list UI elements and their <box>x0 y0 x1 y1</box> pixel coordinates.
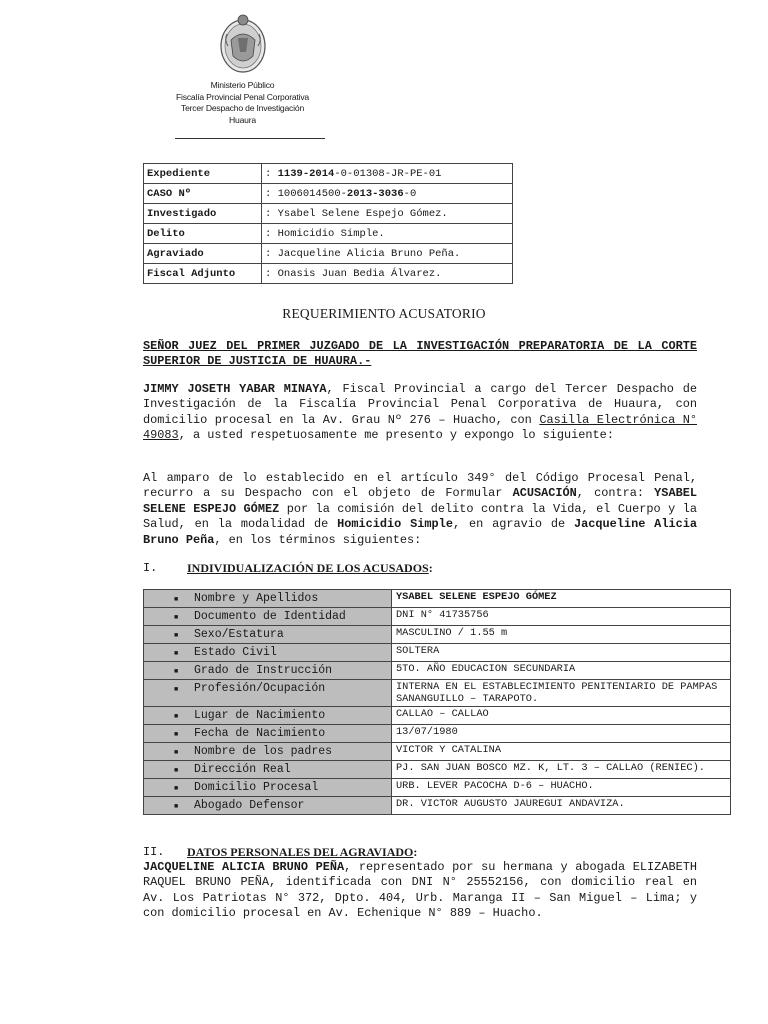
accused-field-value: INTERNA EN EL ESTABLECIMIENTO PENITENIARIO DE PAMPAS SANANGUILLO – TARAPOTO. <box>392 680 731 707</box>
accused-field-label-text: Domicilio Procesal <box>194 781 319 794</box>
accused-field-label-text: Documento de Identidad <box>194 610 346 623</box>
accused-field-label-text: Profesión/Ocupación <box>194 682 326 695</box>
para-bold: ACUSACIÓN <box>512 486 577 501</box>
accused-field-label <box>144 761 392 779</box>
accused-details-table <box>143 589 731 815</box>
accused-field-value: VICTOR Y CATALINA <box>392 743 731 761</box>
accused-row <box>144 761 731 779</box>
victim-name: Jacqueline Alicia Bruno Peña <box>143 517 697 547</box>
accused-row <box>144 590 731 608</box>
case-value-part: Homicidio Simple. <box>277 227 385 240</box>
case-key: Fiscal Adjunto <box>144 264 262 284</box>
accused-field-label <box>144 743 392 761</box>
accused-field-label <box>144 680 392 707</box>
accused-field-value: DR. VICTOR AUGUSTO JAUREGUI ANDAVIZA. <box>392 797 731 815</box>
para-text: , en los términos siguientes: <box>214 532 422 547</box>
header-line: Tercer Despacho de Investigación <box>180 103 305 113</box>
case-row <box>144 224 513 244</box>
accused-field-value: 5TO. AÑO EDUCACION SECUNDARIA <box>392 662 731 680</box>
accused-field-label <box>144 590 392 608</box>
case-value <box>262 244 513 264</box>
case-info-table <box>143 163 513 284</box>
section-number: II. <box>143 845 165 859</box>
accused-field-label-text: Nombre y Apellidos <box>194 592 319 605</box>
bullet-icon: ■ <box>174 767 179 775</box>
accused-row <box>144 707 731 725</box>
accused-field-label-text: Sexo/Estatura <box>194 628 284 641</box>
prosecutor-name: JIMMY JOSETH YABAR MINAYA <box>143 382 327 396</box>
accused-field-value: 13/07/1980 <box>392 725 731 743</box>
case-sep: : <box>265 187 278 200</box>
section-title <box>187 561 433 576</box>
accused-field-label <box>144 725 392 743</box>
accused-field-label-text: Nombre de los padres <box>194 745 333 758</box>
intro-text-end: , a usted respetuosamente me presento y expongo lo siguiente: <box>178 428 614 443</box>
addressee: SEÑOR JUEZ DEL PRIMER JUZGADO DE LA INVESTIGACIÓN PREPARATORIA DE LA CORTE SUPERIOR DE JUSTICIA DE HUAURA.- <box>143 339 697 369</box>
accused-name: YSABEL SELENE ESPEJO GÓMEZ <box>143 486 697 516</box>
header-line: Ministerio Público <box>210 80 275 90</box>
case-value <box>262 264 513 284</box>
accused-field-value: MASCULINO / 1.55 m <box>392 626 731 644</box>
bullet-icon: ■ <box>174 785 179 793</box>
accused-row <box>144 626 731 644</box>
accused-field-value: CALLAO – CALLAO <box>392 707 731 725</box>
bullet-icon: ■ <box>174 731 179 739</box>
para-text: , contra: <box>576 486 655 501</box>
case-row <box>144 184 513 204</box>
case-value-part: 1006014500- <box>277 187 347 200</box>
accusation-paragraph <box>143 471 697 548</box>
accused-field-label <box>144 797 392 815</box>
victim-name: JACQUELINE ALICIA BRUNO PEÑA <box>143 860 345 874</box>
header-divider <box>175 138 325 139</box>
accused-field-label-text: Grado de Instrucción <box>194 664 333 677</box>
victim-paragraph <box>143 860 697 922</box>
accused-field-value: URB. LEVER PACOCHA D-6 – HUACHO. <box>392 779 731 797</box>
bullet-icon: ■ <box>174 749 179 757</box>
accused-row <box>144 644 731 662</box>
crime-name: Homicidio Simple <box>337 517 453 532</box>
institution-header <box>170 80 315 126</box>
bullet-icon: ■ <box>174 713 179 721</box>
case-sep: : <box>265 167 278 180</box>
accused-field-value: SOLTERA <box>392 644 731 662</box>
accused-field-label <box>144 779 392 797</box>
para-text: Al amparo de lo establecido en el artículo 349° del Código Procesal Penal, recurro a su Despacho con el objeto de Formular <box>143 471 697 501</box>
case-value-part: 2013-3036 <box>346 187 404 200</box>
section-title-suffix: : <box>413 845 418 859</box>
case-value <box>262 164 513 184</box>
section-title-text: DATOS PERSONALES DEL AGRAVIADO <box>187 845 414 859</box>
header-line: Fiscalía Provincial Penal Corporativa <box>175 91 310 102</box>
intro-paragraph <box>143 382 697 444</box>
case-key: CASO Nº <box>144 184 262 204</box>
bullet-icon: ■ <box>174 596 179 604</box>
case-value-part: -0-01308-JR-PE-01 <box>334 167 442 180</box>
case-value <box>262 184 513 204</box>
case-row <box>144 244 513 264</box>
accused-row <box>144 725 731 743</box>
accused-field-label-text: Dirección Real <box>194 763 291 776</box>
bullet-icon: ■ <box>174 668 179 676</box>
case-row <box>144 164 513 184</box>
section-title <box>187 845 417 860</box>
case-key: Investigado <box>144 204 262 224</box>
accused-row <box>144 680 731 707</box>
accused-row <box>144 662 731 680</box>
case-value-part: Onasis Juan Bedia Álvarez. <box>277 267 442 280</box>
accused-field-label <box>144 608 392 626</box>
accused-field-label-text: Abogado Defensor <box>194 799 305 812</box>
case-value <box>262 204 513 224</box>
accused-field-label <box>144 662 392 680</box>
case-sep: : <box>265 267 278 280</box>
accused-field-label-text: Lugar de Nacimiento <box>194 709 326 722</box>
para-text: , representado por su hermana y abogada ELIZABETH RAQUEL BRUNO PEÑA, identificada con DNI N° 25552156, con domicilio real en Av. Los Patriotas N° 372, Dpto. 404, Urb. Maranga II – San Miguel – Lima; y con domicilio procesal en Av. Echenique N° 889 – Huacho. <box>143 860 697 921</box>
para-text: por la comisión del delito contra la Vida, el Cuerpo y la Salud, en la modalidad de <box>143 501 697 532</box>
case-sep: : <box>265 207 278 220</box>
accused-field-label <box>144 626 392 644</box>
section-title-suffix: : <box>428 561 433 575</box>
case-key: Delito <box>144 224 262 244</box>
bullet-icon: ■ <box>174 803 179 811</box>
accused-field-label <box>144 644 392 662</box>
accused-field-label-text: Fecha de Nacimiento <box>194 727 326 740</box>
accused-field-label-text: Estado Civil <box>194 646 277 659</box>
case-row <box>144 204 513 224</box>
accused-row <box>144 797 731 815</box>
bullet-icon: ■ <box>174 632 179 640</box>
para-text: , en agravio de <box>452 517 574 532</box>
case-sep: : <box>265 227 278 240</box>
bullet-icon: ■ <box>174 650 179 658</box>
accused-row <box>144 743 731 761</box>
bullet-icon: ■ <box>174 614 179 622</box>
case-sep: : <box>265 247 278 260</box>
accused-row <box>144 779 731 797</box>
case-value-part: 1139-2014 <box>277 167 335 180</box>
case-value-part: -0 <box>403 187 417 200</box>
case-value <box>262 224 513 244</box>
case-value-part: Ysabel Selene Espejo Gómez. <box>277 207 448 220</box>
case-row <box>144 264 513 284</box>
accused-field-value: PJ. SAN JUAN BOSCO MZ. K, LT. 3 – CALLAO (RENIEC). <box>392 761 731 779</box>
accused-field-label <box>144 707 392 725</box>
accused-field-value: YSABEL SELENE ESPEJO GÓMEZ <box>392 590 731 608</box>
intro-text: , Fiscal Provincial a cargo del Tercer Despacho de Investigación de la Fiscalía Provincial Penal Corporativa de Huaura, con domicilio procesal en la Av. Grau Nº 276 – Huacho, con <box>143 382 698 427</box>
ministerio-publico-seal <box>218 10 268 76</box>
accused-field-value: DNI N° 41735756 <box>392 608 731 626</box>
document-title: REQUERIMIENTO ACUSATORIO <box>282 306 486 321</box>
header-line: Huaura <box>229 114 256 125</box>
case-value-part: Jacqueline Alicia Bruno Peña. <box>277 247 461 260</box>
section-number: I. <box>143 561 158 575</box>
casilla-electronica: Casilla Electrónica N° 49083 <box>143 412 697 443</box>
section-title-text: INDIVIDUALIZACIÓN DE LOS ACUSADOS <box>187 561 429 575</box>
case-key: Expediente <box>144 164 262 184</box>
accused-row <box>144 608 731 626</box>
case-key: Agraviado <box>144 244 262 264</box>
bullet-icon: ■ <box>174 686 179 694</box>
